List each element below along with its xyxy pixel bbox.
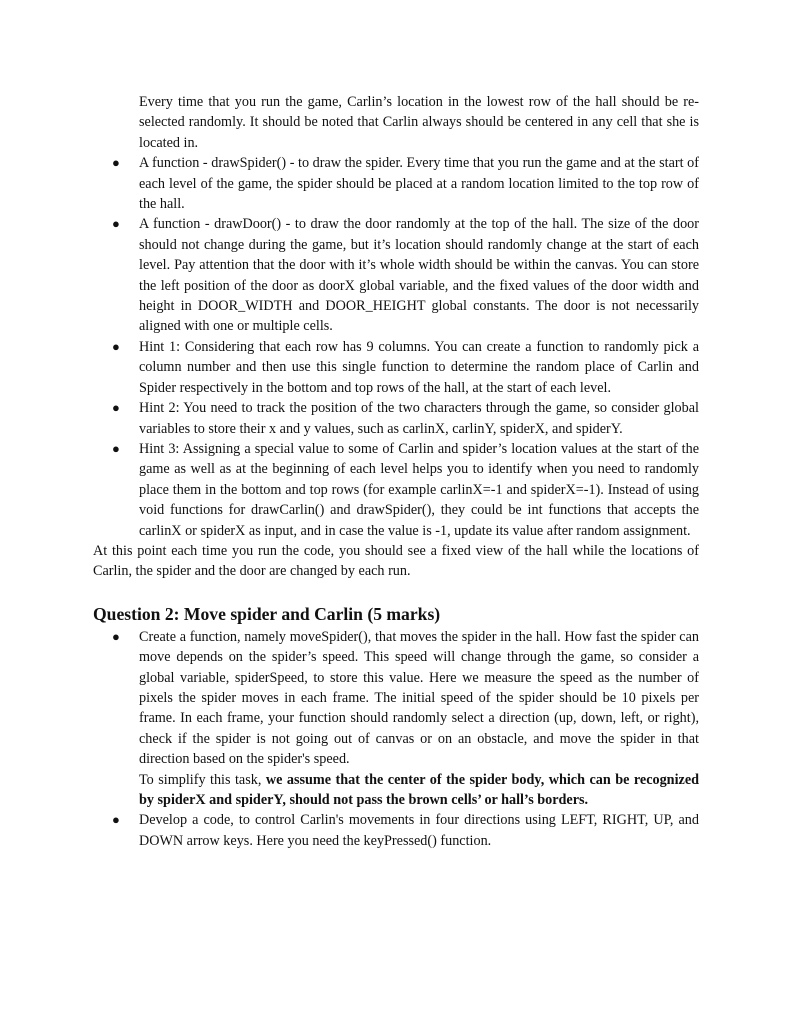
- bullet-hint-3: [93, 439, 699, 541]
- bullet-text: Create a function, namely moveSpider(), that moves the spider in the hall. How fast the spider can move depends on the spider’s speed. This speed will change through the game, so consider a global variable, spiderSpeed, to store this value. Here we measure the speed as the number of pixels the spider moves in each frame. The initial speed of the spider should be 10 pixels per frame. In each frame, your function should randomly select a direction (up, down, left, or right), check if the spider is not going out of canvas or on an obstacle, and move the spider in that direction based on the spider's speed.: [139, 628, 699, 768]
- bullet-text: Hint 2: You need to track the position of the two characters through the game, so consider global variables to store their x and y values, such as carlinX, carlinY, spiderX, and spiderY.: [139, 400, 699, 437]
- bullet-move-spider: [93, 627, 699, 811]
- question2-bullet-list: [93, 627, 699, 851]
- simplify-note-bold: we assume that the center of the spider body, which can be recognized by spiderX and spiderY, should not pass the brown cells’ or hall’s borders.: [139, 771, 700, 808]
- question2-heading: Question 2: Move spider and Carlin (5 marks): [93, 603, 441, 624]
- bullet-text: A function - drawDoor() - to draw the door randomly at the top of the hall. The size of the door should not change during the game, but it’s location should randomly change at the start of each level. Pay attention that the door with it’s whole width should be within the canvas. You can store the left position of the door as doorX global variable, and the fixed values of the door width and height in DOOR_WIDTH and DOOR_HEIGHT global constants. The door is not necessarily aligned with one or multiple cells.: [139, 216, 699, 335]
- bullet-draw-door: [93, 214, 699, 336]
- bullet-icon: ●: [112, 400, 120, 416]
- bullet-icon: ●: [112, 628, 120, 644]
- bullet-icon: ●: [112, 440, 120, 456]
- bullet-icon: ●: [112, 338, 120, 354]
- bullet-text: Hint 3: Assigning a special value to some of Carlin and spider’s location values at the start of the game as well as at the beginning of each level helps you to identify when you need to randomly place them in the bottom and top rows (for example carlinX=-1 and spiderX=-1). Instead of using void functions for drawCarlin() and drawSpider(), they could be int functions that accepts the carlinX or spiderX as input, and in case the value is -1, update its value after random assignment.: [139, 440, 699, 539]
- continued-paragraph: Every time that you run the game, Carlin’s location in the lowest row of the hall should be re-selected randomly. It should be noted that Carlin always should be centered in any cell that she is located in.: [139, 94, 699, 151]
- question1-bullet-list: [93, 153, 699, 541]
- bullet-text: Develop a code, to control Carlin's movements in four directions using LEFT, RIGHT, UP, and DOWN arrow keys. Here you need the keyPressed() function.: [139, 812, 699, 849]
- summary-paragraph: At this point each time you run the code, you should see a fixed view of the hall while the locations of Carlin, the spider and the door are changed by each run.: [93, 542, 699, 580]
- bullet-hint-2: [93, 398, 699, 439]
- simplify-note: [139, 770, 699, 811]
- document-body: [93, 92, 699, 851]
- bullet-carlin-controls: [93, 810, 699, 851]
- bullet-hint-1: [93, 337, 699, 398]
- simplify-note-text: To simplify this task,: [139, 771, 266, 788]
- bullet-icon: ●: [112, 155, 120, 171]
- bullet-draw-spider: [93, 153, 699, 214]
- bullet-icon: ●: [112, 216, 120, 232]
- bullet-text: A function - drawSpider() - to draw the spider. Every time that you run the game and at the start of each level of the game, the spider should be placed at a random location limited to the top row of the hall.: [139, 155, 699, 213]
- bullet-icon: ●: [112, 812, 120, 828]
- bullet-text: Hint 1: Considering that each row has 9 columns. You can create a function to randomly pick a column number and then use this single function to determine the random place of Carlin and Spider respectively in the bottom and top rows of the hall, at the start of each level.: [139, 338, 699, 396]
